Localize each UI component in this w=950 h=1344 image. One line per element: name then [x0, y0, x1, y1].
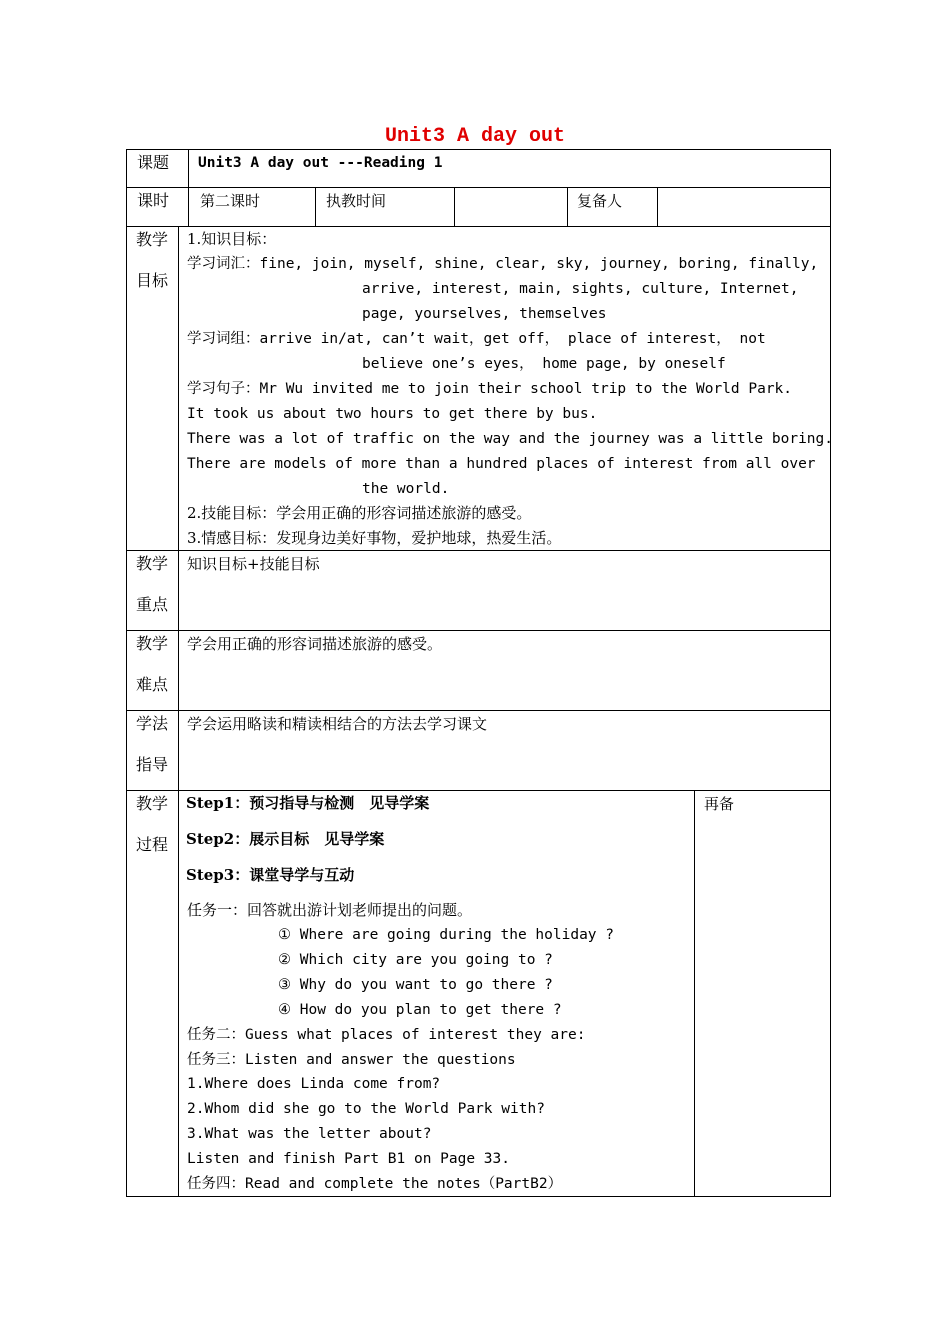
process-line: 2.Whom did she go to the World Park with?: [187, 1101, 545, 1117]
exec-time-label: 执教时间: [326, 192, 387, 210]
process-step: Step1：预习指导与检测 见导学案: [186, 794, 430, 812]
process-line: ① Where are going during the holiday ?: [278, 927, 614, 943]
goals-line: 2.技能目标：学会用正确的形容词描述旅游的感受。: [187, 504, 532, 522]
process-side-label: 再备: [704, 795, 735, 813]
col-divider: [454, 187, 455, 226]
col-divider: [178, 226, 179, 1196]
row-divider: [126, 710, 831, 711]
goals-line: There was a lot of traffic on the way and the journey was a little boring.: [187, 431, 834, 447]
period-label: 课时: [136, 191, 169, 210]
process-step: Step2：展示目标 见导学案: [186, 830, 385, 848]
difficult-label-1: 教学: [135, 634, 168, 653]
process-label-1: 教学: [135, 794, 168, 813]
goals-line: the world.: [362, 481, 450, 497]
goals-line: It took us about two hours to get there by bus.: [187, 406, 598, 422]
topic-value: Unit3 A day out ---Reading 1: [198, 155, 443, 171]
row-divider: [126, 187, 831, 188]
goals-label-1: 教学: [135, 230, 168, 249]
process-step: Step3：课堂导学与互动: [186, 866, 355, 884]
col-divider: [567, 187, 568, 226]
process-line: ④ How do you plan to get there ?: [278, 1002, 562, 1018]
period-value: 第二课时: [200, 192, 261, 210]
difficult-label-2: 难点: [135, 675, 168, 694]
goals-line: 学习词组：arrive in/at, can’t wait，get off， place of interest， not: [187, 331, 766, 347]
goals-label-2: 目标: [135, 271, 168, 290]
goals-line: page, yourselves, themselves: [362, 306, 607, 322]
goals-line: arrive, interest, main, sights, culture, Internet,: [362, 281, 799, 297]
process-line: ② Which city are you going to ?: [278, 952, 553, 968]
document-title: Unit3 A day out: [384, 125, 566, 148]
goals-line: 学习句子：Mr Wu invited me to join their school trip to the World Park.: [187, 381, 793, 397]
process-line: 3.What was the letter about?: [187, 1126, 432, 1142]
process-line: 任务一：回答就出游计划老师提出的问题。: [187, 901, 473, 919]
process-line: Listen and finish Part B1 on Page 33.: [187, 1151, 511, 1167]
key-value: 知识目标+技能目标: [187, 555, 320, 573]
process-line: ③ Why do you want to go there ?: [278, 977, 553, 993]
goals-line: believe one’s eyes， home page, by oneself: [362, 356, 726, 372]
process-line: 任务四：Read and complete the notes（PartB2）: [187, 1176, 563, 1192]
goals-line: There are models of more than a hundred places of interest from all over: [187, 456, 816, 472]
process-line: 1.Where does Linda come from?: [187, 1076, 441, 1092]
goals-line: 3.情感目标：发现身边美好事物，爱护地球，热爱生活。: [187, 529, 562, 547]
method-label-1: 学法: [135, 714, 168, 733]
goals-line: 1.知识目标：: [187, 230, 277, 248]
col-divider: [188, 149, 189, 187]
goals-line: 学习词汇：fine, join, myself, shine, clear, sky, journey, boring, finally,: [187, 256, 819, 272]
topic-label: 课题: [136, 153, 169, 172]
reviewer-label: 复备人: [577, 192, 623, 210]
difficult-value: 学会用正确的形容词描述旅游的感受。: [187, 635, 443, 653]
col-divider: [657, 187, 658, 226]
process-line: 任务二：Guess what places of interest they are:: [187, 1027, 586, 1043]
method-label-2: 指导: [135, 755, 168, 774]
key-label-2: 重点: [135, 595, 168, 614]
col-divider: [315, 187, 316, 226]
process-label-2: 过程: [135, 835, 168, 854]
row-divider: [126, 630, 831, 631]
process-line: 任务三：Listen and answer the questions: [187, 1052, 516, 1068]
key-label-1: 教学: [135, 554, 168, 573]
method-value: 学会运用略读和精读相结合的方法去学习课文: [187, 715, 488, 733]
col-divider: [694, 790, 695, 1196]
col-divider: [188, 187, 189, 226]
